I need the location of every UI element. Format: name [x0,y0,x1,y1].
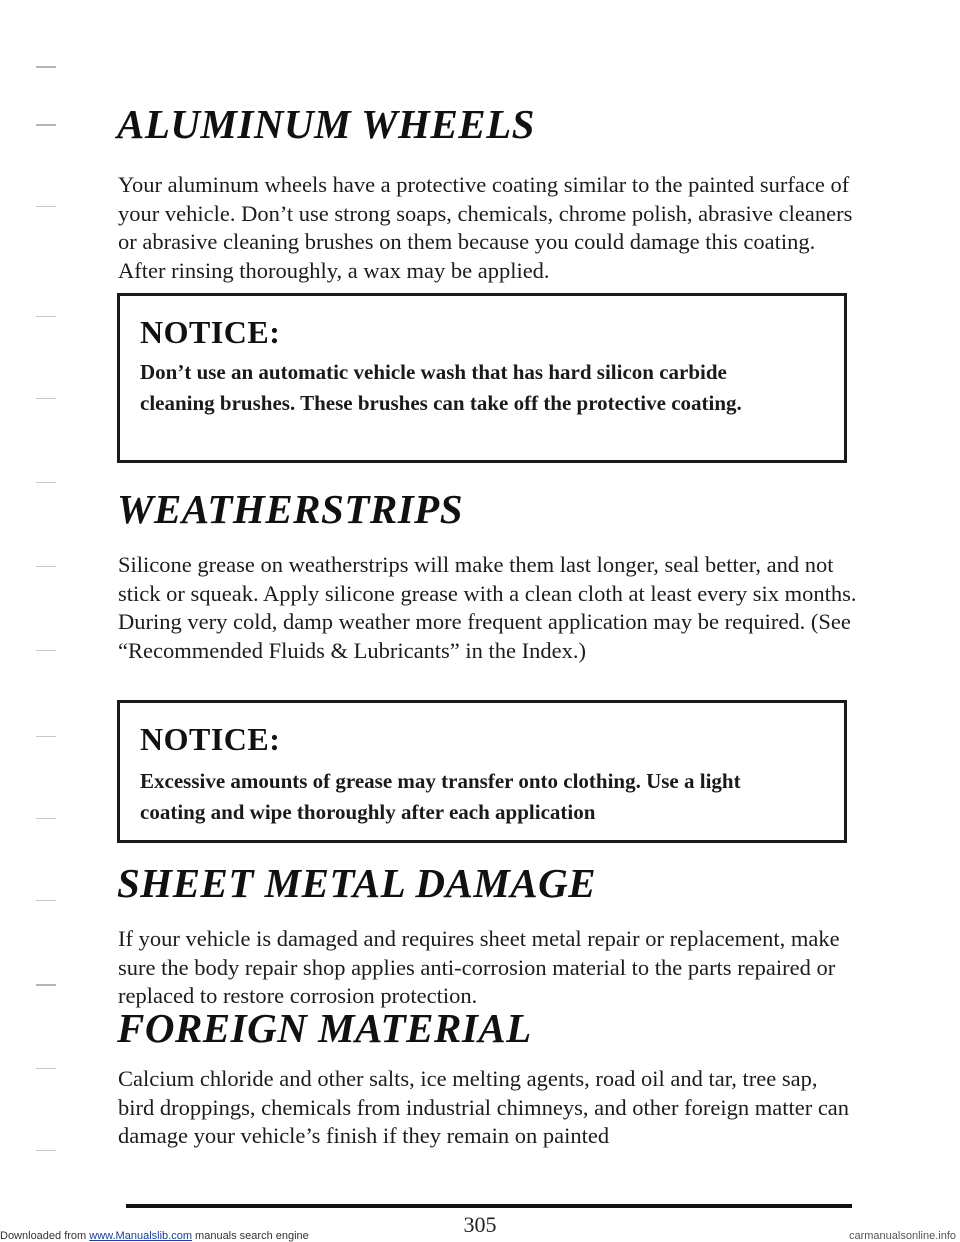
margin-mark [36,66,56,68]
notice-title: NOTICE: [140,721,281,757]
download-credit [0,1230,309,1242]
section-paragraph-aluminum-wheels: Your aluminum wheels have a protective coating similar to the painted surface of your vehicle. Don’t use strong soaps, chemicals, chrome polish, abrasive cleaners or abrasive cleaning brushes on them because you could damage this coating. After rinsing thoroughly, a wax may be applied. [118,172,853,283]
section-paragraph-weatherstrips: Silicone grease on weatherstrips will make them last longer, seal better, and not stick or squeak. Apply silicone grease with a clean cloth at least every six months. During very cold, damp weather more frequent application may be required. (See “Recommended Fluids & Lubricants” in the Index.) [118,552,857,663]
manualslib-link[interactable]: www.Manualslib.com [89,1230,192,1242]
margin-mark [36,650,56,651]
section-heading-weatherstrips: WEATHERSTRIPS [117,486,464,532]
footer-prefix: Downloaded from [0,1230,87,1242]
section-heading-sheet-metal-damage: SHEET METAL DAMAGE [117,860,597,906]
section-paragraph-sheet-metal-damage: If your vehicle is damaged and requires sheet metal repair or replacement, make sure the body repair shop applies anti-corrosion material to the parts repaired or replaced to restore corrosion protection. [118,926,840,1008]
notice-text: Don’t use an automatic vehicle wash that has hard silicon carbide cleaning brushes. These brushes can take off the protective coating. [140,360,742,415]
margin-mark [36,736,56,737]
margin-mark [36,398,56,399]
footer-rule [126,1204,852,1208]
margin-mark [36,124,56,126]
margin-marks [0,0,80,1242]
margin-mark [36,566,56,567]
footer-suffix: manuals search engine [195,1230,309,1242]
margin-mark [36,984,56,986]
margin-mark [36,316,56,317]
section-paragraph-foreign-material: Calcium chloride and other salts, ice melting agents, road oil and tar, tree sap, bird droppings, chemicals from industrial chimneys, and other foreign matter can damage your vehicle’s finish if they remain on painted [118,1066,850,1148]
notice-box-weatherstrips [117,700,847,843]
margin-mark [36,1068,56,1069]
watermark: carmanualsonline.info [848,1230,956,1242]
section-heading-aluminum-wheels: ALUMINUM WHEELS [117,101,535,147]
notice-title: NOTICE: [140,314,281,350]
notice-box-wheels [117,293,847,463]
margin-mark [36,1150,56,1151]
margin-mark [36,818,56,819]
margin-mark [36,900,56,901]
margin-mark [36,206,56,207]
section-heading-foreign-material: FOREIGN MATERIAL [117,1005,532,1051]
page-number: 305 [463,1212,497,1237]
notice-text: Excessive amounts of grease may transfer onto clothing. Use a light coating and wipe thoroughly after each application [140,769,741,824]
margin-mark [36,482,56,483]
download-footer [0,1230,960,1242]
